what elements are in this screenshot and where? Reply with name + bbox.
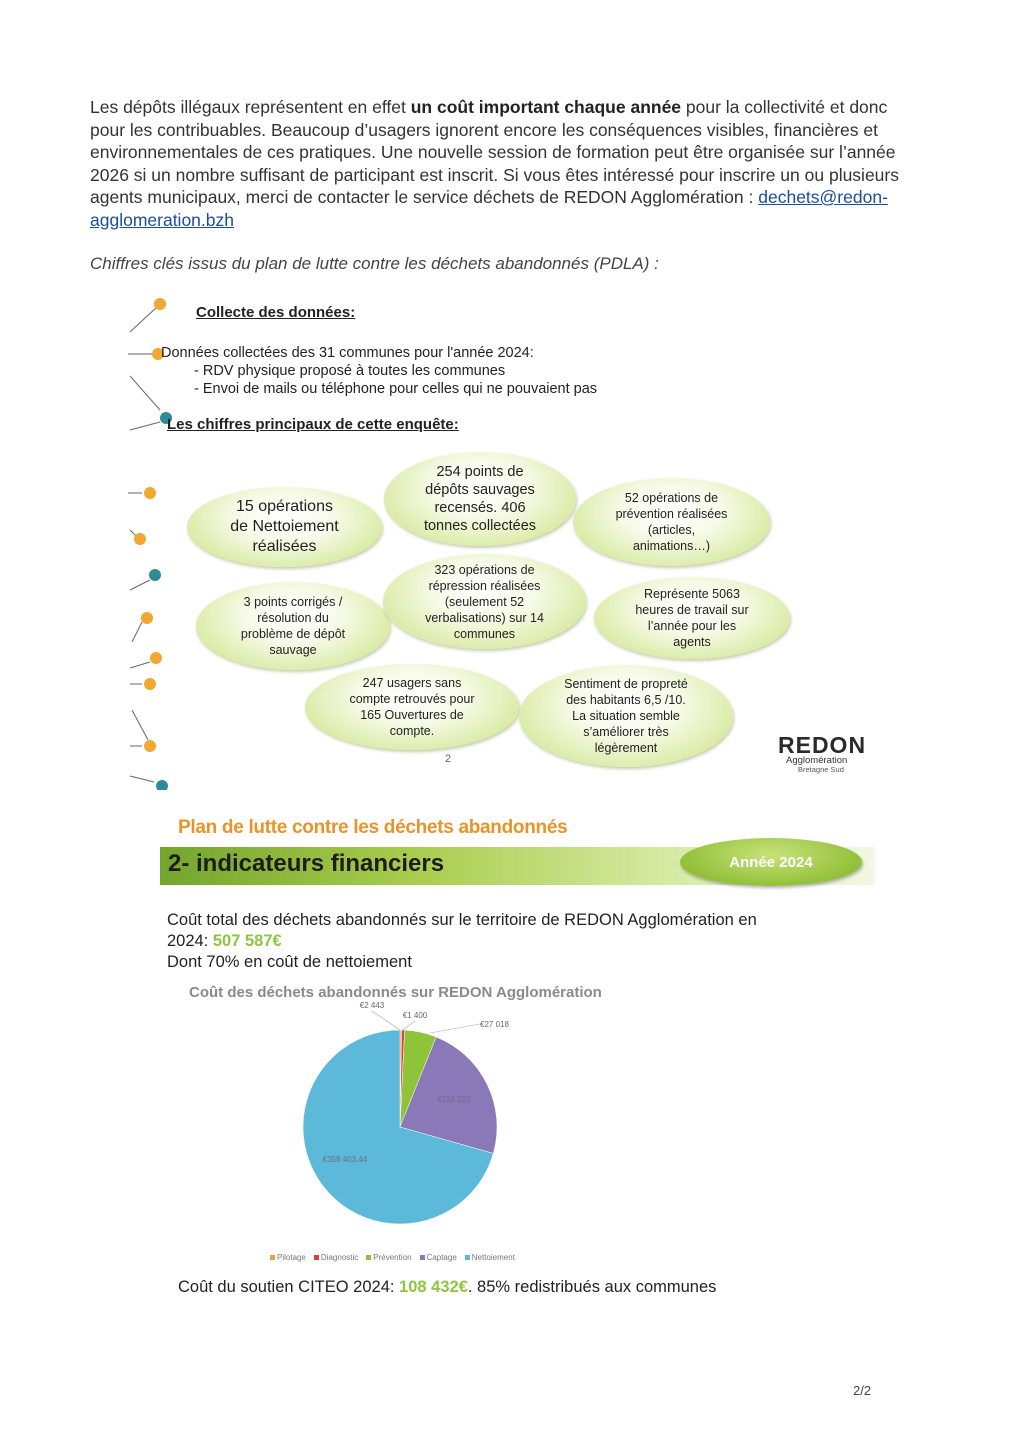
pie-leader-line [372,1011,400,1030]
bubble-heures-travail: Représente 5063 heures de travail sur l’année pour les agents [594,577,790,659]
bubble-sentiment-proprete: Sentiment de propreté des habitants 6,5 /10. La situation semble s’améliorer très légèrement [519,665,733,767]
logo-subtitle-2: Bretagne Sud [798,765,844,774]
collecte-line-2: - RDV physique proposé à toutes les communes [194,363,506,379]
legend-label: Diagnostic [320,1253,359,1262]
pie-leader-line [430,1024,480,1033]
decoration-dot-teal [149,569,161,581]
pie-data-label-diagnostic: €2 443 [359,1001,385,1010]
chiffres-heading: Les chiffres principaux de cette enquête: [167,416,459,433]
logo-subtitle: Agglomération [786,755,848,766]
total-cost-amount: 507 587€ [212,932,282,950]
key-figures-intro: Chiffres clés issus du plan de lutte contre les déchets abandonnés (PDLA) : [90,254,659,273]
redon-logo [778,732,868,772]
chart-legend [270,1253,515,1262]
pie-leader-line [403,1021,415,1030]
decoration-dot-orange [144,487,156,499]
legend-label: Prévention [373,1253,412,1262]
pie-data-label-pilotage: €1 400 [402,1011,428,1020]
collecte-details [161,344,597,398]
decoration-dot-orange [144,678,156,690]
collecte-line-1: Données collectées des 31 communes pour l'année 2024: [161,345,534,361]
total-cost-text [167,910,847,973]
intro-paragraph [90,96,925,231]
pie-chart [290,1000,590,1250]
legend-swatch [314,1255,319,1260]
cost-line-2 [167,931,847,952]
legend-item-nettoiement [465,1253,515,1262]
plan-title: Plan de lutte contre les déchets abandonnés [178,817,568,838]
pie-data-label-prévention: €27 018 [480,1020,509,1029]
citeo-suffix: . 85% redistribués aux communes [467,1278,717,1296]
logo-title: REDON [778,732,867,758]
bubble-nettoiement: 15 opérations de Nettoiement réalisées [187,487,382,567]
legend-label: Pilotage [277,1253,306,1262]
slide-page-number: 2 [445,753,452,765]
bubble-prevention: 52 opérations de prévention réalisées (articles, animations…) [573,478,770,566]
collecte-line-3: - Envoi de mails ou téléphone pour celles qui ne pouvaient pas [194,381,598,397]
legend-item-prévention [366,1253,411,1262]
legend-swatch [270,1255,275,1260]
pie-data-label-nettoiement: €358 403,44 [322,1155,368,1164]
legend-item-diagnostic [314,1253,358,1262]
citeo-amount: 108 432€ [399,1278,468,1296]
cost-line-1: Coût total des déchets abandonnés sur le territoire de REDON Agglomération en [167,911,757,929]
decoration-dot-orange [150,652,162,664]
year-badge [680,838,862,886]
email-link[interactable]: dechets@redon-agglomeration.bzh [90,187,888,230]
citeo-prefix: Coût du soutien CITEO 2024: [178,1278,400,1296]
decoration-dot-orange [144,740,156,752]
paragraph-text-2: pour la collectivité et donc pour les contribuables. Beaucoup d’usagers ignorent encore les conséquences visibles, financières et environnementales de ces pratiques. Une nouvelle session de formation peut être organisée sur l’année 2026 si un nombre suffisant de participant est inscrit. Si vous êtes intéressé pour inscrire un ou plusieurs agents municipaux, merci de contacter le service déchets de REDON Agglomération : [90,97,899,207]
collecte-heading: Collecte des données: [196,304,356,321]
decoration-dot-orange [141,612,153,624]
cost-line-2-prefix: 2024: [167,932,213,950]
chart-title: Coût des déchets abandonnés sur REDON Agglomération [189,984,602,1001]
pie-data-label-captage: €118 323 [437,1095,471,1104]
legend-swatch [465,1255,470,1260]
decoration-dot-orange [134,533,146,545]
paragraph-bold: un coût important chaque année [410,97,682,117]
citeo-text [178,1278,716,1297]
cost-line-3: Dont 70% en coût de nettoiement [167,953,412,971]
bubble-depots-sauvages: 254 points de dépôts sauvages recensés. 406 tonnes collectées [384,452,576,546]
section-title: 2- indicateurs financiers [168,850,445,877]
legend-item-captage [420,1253,457,1262]
legend-swatch [366,1255,371,1260]
bubble-points-corriges: 3 points corrigés / résolution du problème de dépôt sauvage [196,582,390,670]
bubble-usagers: 247 usagers sans compte retrouvés pour 165 Ouvertures de compte. [305,664,519,750]
legend-swatch [420,1255,425,1260]
paragraph-text-1: Les dépôts illégaux représentent en effet [90,97,411,117]
legend-item-pilotage [270,1253,306,1262]
year-badge-label: Année 2024 [729,853,813,871]
bubble-repression: 323 opérations de répression réalisées (seulement 52 verbalisations) sur 14 communes [383,554,586,649]
legend-label: Captage [426,1253,457,1262]
decoration-dot-teal [156,780,168,790]
page-number: 2/2 [853,1383,872,1398]
decoration-dot-orange [154,298,166,310]
legend-label: Nettoiement [471,1253,515,1262]
